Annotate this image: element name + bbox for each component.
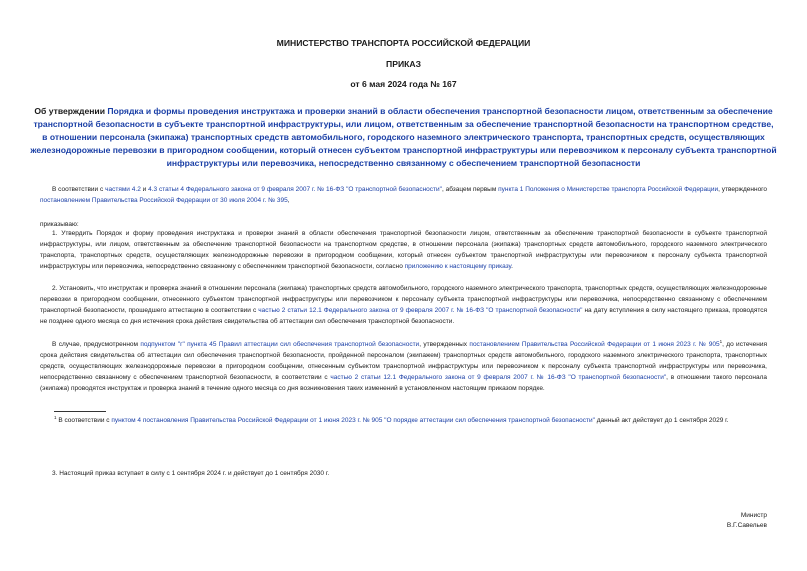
footnote-decree-link[interactable]: пунктом 4 постановления Правительства Российской Федерации от 1 июня 2023 г. № 905 "О порядке аттестации сил обеспечения транспортной безопасности" xyxy=(111,417,595,424)
signatory-position: Министр xyxy=(740,512,767,519)
footnote-divider xyxy=(54,411,106,412)
preamble-link-regulation[interactable]: пункта 1 Положения о Министерстве транспорта Российской Федерации xyxy=(498,186,719,193)
item-3-paragraph: 3. Настоящий приказ вступает в силу с 1 сентября 2024 г. и действует до 1 сентября 2030 г. xyxy=(52,470,330,477)
footnote-number: 1 xyxy=(54,414,57,420)
item-2-paragraph xyxy=(40,283,767,327)
preamble-link-parts[interactable]: частями 4.2 xyxy=(105,186,141,193)
title-prefix: Об утверждении xyxy=(34,106,108,116)
title-link[interactable]: Порядка и формы проведения инструктажа и проверки знаний в области обеспечения транспортной безопасности лицом, ответственным за обеспечение транспортной безопасности в субъекте транспортной инфраструктуры, или лицом, ответственным за обеспечение транспортной безопасности на транспортном средстве, в отношении персонала (экипажа) транспортных средств автомобильного, городского наземного электрического транспорта, транспортных средств, осуществляющих железнодорожные перевозки в пригородном сообщении, который отнесен субъектом транспортной инфраструктуры или перевозчиком к персоналу субъекта транспортной инфраструктуры или перевозчика, непосредственно связанному с обеспечением транспортной безопасности xyxy=(30,106,777,168)
preamble-text-4: , утвержденного xyxy=(718,186,768,193)
preamble-text-3: , абзацем первым xyxy=(441,186,499,193)
footnote-marker[interactable]: 1 xyxy=(719,338,723,344)
item-2b-text-2: , утвержденных xyxy=(419,341,470,348)
date-number-heading: от 6 мая 2024 года № 167 xyxy=(350,79,457,89)
item-2-end: на дату вступления в силу настоящего приказа, проводятся не позднее одного месяца со дня истечения срока действия свидетельства об аттестации сил обеспечения транспортной безопасности. xyxy=(40,307,768,325)
doc-type-heading: ПРИКАЗ xyxy=(386,59,421,69)
item-2b-rules-link[interactable]: подпунктом "г" пункта 45 Правил аттестации сил обеспечения транспортной безопасности xyxy=(140,341,420,348)
item-2-text: 2. Установить, что инструктаж и проверка знаний в отношении персонала (экипажа) транспортных средств автомобильного, городского наземного электрического транспорта, транспортных средств, осуществляющих железнодорожные перевозки в пригородном сообщении, отнесенного субъектом транспортной инфраструктуры или перевозчиком к персоналу субъекта транспортной инфраструктуры или перевозчика, непосредственно связанному с обеспечением транспортной безопасности, прошедшего аттестацию в соответствии с xyxy=(40,285,767,314)
footnote-paragraph xyxy=(54,415,767,426)
item-1-text: 1. Утвердить Порядок и форму проведения инструктажа и проверки знаний в области обеспечения транспортной безопасности лицом, ответственным за обеспечение транспортной безопасности в субъекте транспортной инфраструктуры, или лицом, ответственным за обеспечение транспортной безопасности на транспортном средстве, в отношении персонала (экипажа) транспортных средств автомобильного, городского наземного электрического транспорта, транспортных средств, осуществляющих железнодорожные перевозки в пригородном сообщении, который отнесен субъектом транспортной инфраструктуры или перевозчиком к персоналу субъекта транспортной инфраструктуры или перевозчика, непосредственно связанному с обеспечением транспортной безопасности, согласно xyxy=(40,230,767,270)
item-2-law-link[interactable]: частью 2 статьи 12.1 Федерального закона от 9 февраля 2007 г. № 16-ФЗ "О транспортной безопасности" xyxy=(258,307,583,314)
preamble-text-1: В соответствии с xyxy=(52,186,106,193)
item-2b-decree-link[interactable]: постановлением Правительства Российской Федерации от 1 июня 2023 г. № 905 xyxy=(469,341,720,348)
item-2b-text-1: В случае, предусмотренном xyxy=(52,341,141,348)
preamble-text-2: и xyxy=(140,186,149,193)
item-2b-text-3: , до истечения срока действия свидетельства об аттестации сил обеспечения транспортной безопасности, пройденной персоналом (экипажем) транспортных средств автомобильного, городского наземного электрического транспорта, транспортных средств, осуществляющих железнодорожные перевозки в пригородном сообщении, отнесенным субъектом транспортной инфраструктуры или перевозчиком к персоналу субъекта транспортной инфраструктуры или перевозчика, непосредственно связанному с обеспечением транспортной безопасности, в соответствии с xyxy=(40,341,767,381)
item-2b-text-4: , в отношении такого персонала (экипажа) проводятся инструктаж и проверка знаний в течение одного месяца со дня возникновения таких изменений в установленном настоящим приказом порядке. xyxy=(40,374,767,392)
item-2b-law-link[interactable]: частью 2 статьи 12.1 Федерального закона от 9 февраля 2007 г. № 16-ФЗ "О транспортной безопасности" xyxy=(330,374,667,381)
item-1-appendix-link[interactable]: приложению к настоящему приказу xyxy=(404,263,512,270)
footnote-text-2: данный акт действует до 1 сентября 2029 г. xyxy=(594,417,729,424)
document-title xyxy=(30,105,777,170)
preamble-text-5: , xyxy=(287,197,290,204)
signatory-name: В.Г.Савельев xyxy=(726,522,767,529)
item-1-paragraph xyxy=(40,228,767,272)
item-2-case-paragraph xyxy=(40,339,767,394)
preamble-paragraph xyxy=(40,184,767,206)
preamble-link-law[interactable]: 4.3 статьи 4 Федерального закона от 9 февраля 2007 г. № 16-ФЗ "О транспортной безопасности" xyxy=(148,186,442,193)
ministry-heading: МИНИСТЕРСТВО ТРАНСПОРТА РОССИЙСКОЙ ФЕДЕРАЦИИ xyxy=(276,38,531,48)
footnote-text-1: В соответствии с xyxy=(56,417,112,424)
preamble-link-decree[interactable]: постановлением Правительства Российской Федерации от 30 июля 2004 г. № 395 xyxy=(40,197,288,204)
order-word: приказываю: xyxy=(40,221,79,228)
item-1-end: . xyxy=(511,263,513,270)
